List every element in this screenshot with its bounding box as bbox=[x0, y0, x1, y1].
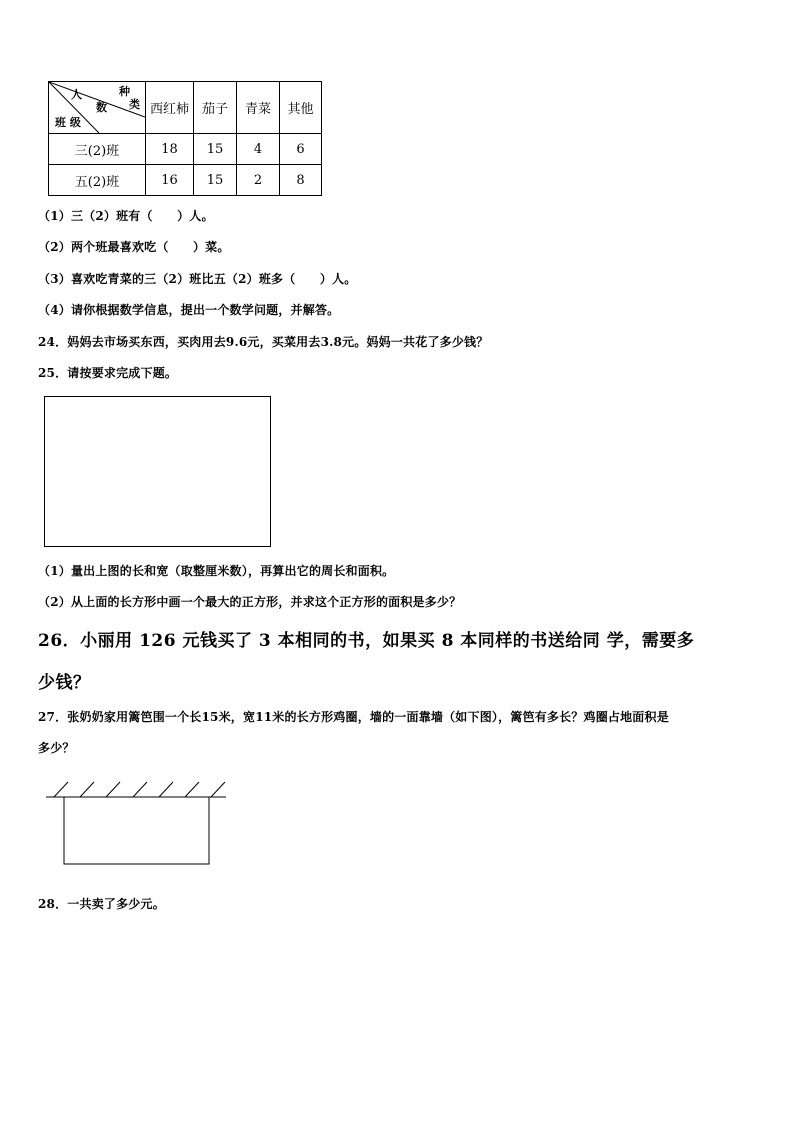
wall-pen-diagram bbox=[44, 778, 230, 868]
q28-text: 28．一共卖了多少元。 bbox=[38, 897, 165, 911]
column-header: 青菜 bbox=[237, 82, 280, 134]
column-header: 其他 bbox=[280, 82, 322, 134]
table-cell: 15 bbox=[194, 134, 237, 165]
table-corner-cell bbox=[49, 82, 146, 134]
column-header: 茄子 bbox=[194, 82, 237, 134]
table-cell: 18 bbox=[146, 134, 194, 165]
q24-text: 24．妈妈去市场买东西，买肉用去9.6元，买菜用去3.8元。妈妈一共花了多少钱？ bbox=[38, 335, 489, 349]
row-label: 三(2)班 bbox=[49, 134, 146, 165]
table-header-row bbox=[49, 82, 322, 134]
pen-fence bbox=[64, 797, 209, 864]
table-cell: 8 bbox=[280, 165, 322, 196]
q26-line2: 少钱？ bbox=[38, 673, 91, 693]
q26-line1: 26．小丽用 126 元钱买了 3 本相同的书，如果买 8 本同样的书送给同 学，需要多 bbox=[38, 631, 695, 651]
corner-label-mid-right: 类 bbox=[129, 98, 140, 111]
survey-table bbox=[48, 81, 322, 196]
q23-sub4: （4）请你根据数学信息，提出一个数学问题，并解答。 bbox=[38, 303, 340, 317]
corner-label-left-top: 人 bbox=[71, 88, 82, 101]
q23-sub1: （1）三（2）班有（ ）人。 bbox=[38, 209, 214, 223]
corner-label-middle: 数 bbox=[96, 101, 107, 114]
corner-label-top-right: 种 bbox=[119, 85, 130, 98]
table-row bbox=[49, 134, 322, 165]
table-cell: 16 bbox=[146, 165, 194, 196]
table-cell: 6 bbox=[280, 134, 322, 165]
corner-label-bottom-left: 班 级 bbox=[55, 116, 81, 129]
q23-sub3: （3）喜欢吃青菜的三（2）班比五（2）班多（ ）人。 bbox=[38, 272, 357, 286]
q25-title: 25．请按要求完成下题。 bbox=[38, 366, 178, 380]
q25-sub2: （2）从上面的长方形中画一个最大的正方形，并求这个正方形的面积是多少？ bbox=[38, 595, 462, 609]
table-row bbox=[49, 165, 322, 196]
q23-sub2: （2）两个班最喜欢吃（ ）菜。 bbox=[38, 240, 230, 254]
q27-line1: 27．张奶奶家用篱笆围一个长15米，宽11米的长方形鸡圈，墙的一面靠墙（如下图），篱笆有多长？鸡圈占地面积是 bbox=[38, 710, 669, 724]
column-header: 西红柿 bbox=[146, 82, 194, 134]
q27-line2: 多少？ bbox=[38, 741, 75, 755]
table-cell: 4 bbox=[237, 134, 280, 165]
rectangle-figure bbox=[44, 396, 271, 547]
row-label: 五(2)班 bbox=[49, 165, 146, 196]
table-cell: 2 bbox=[237, 165, 280, 196]
table-cell: 15 bbox=[194, 165, 237, 196]
q25-sub1: （1）量出上图的长和宽（取整厘米数），再算出它的周长和面积。 bbox=[38, 564, 395, 578]
wall-hatching bbox=[54, 782, 225, 797]
